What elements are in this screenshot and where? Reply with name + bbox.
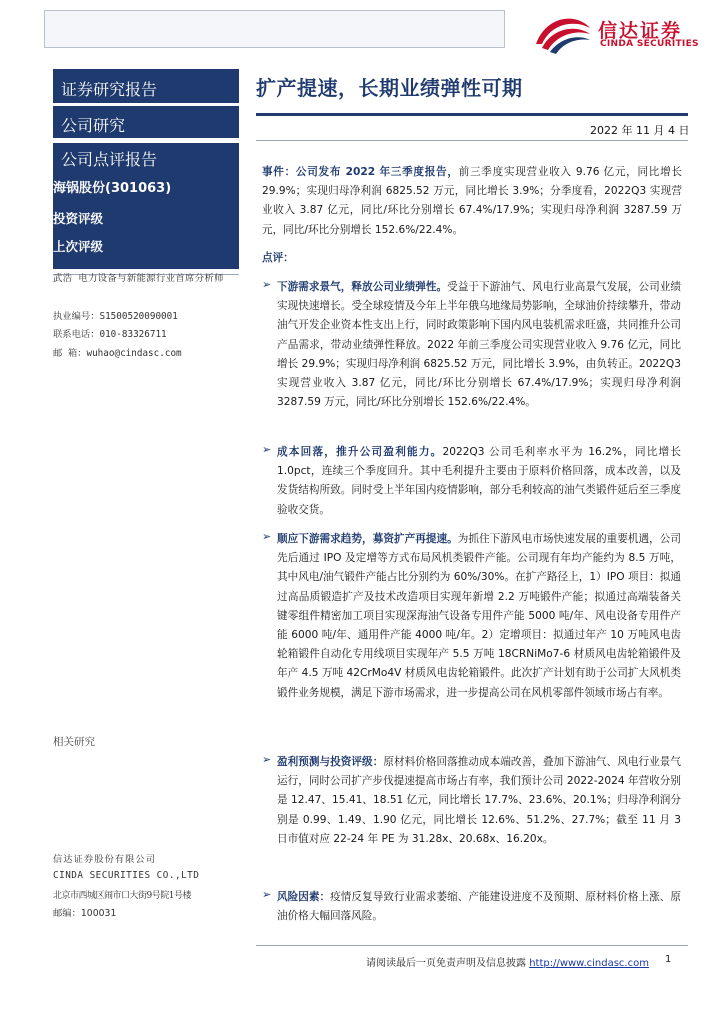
list-item [277, 530, 681, 703]
item-text: 为抓住下游风电市场快速发展的重要机遇，公司先后通过 IPO 及定增等方式布局风机类锻件产能。公司现有年均产能约为 8.5 万吨，其中风电/油气锻件产能占比分别约为 60%/30%。在扩产路径上，1）IPO 项目：拟通过高品质锻造扩产及技术改造项目实现年新增 2.2 万吨锻件产能；拟通过高端装备关键零组件精密加工项目实现深海油气设备专用件产能 5000 吨/年、风电设备专用件产能 6000 吨/年、通用件产能 4000 吨/年。2）定增项目：拟通过年产 10 万吨风电齿轮箱锻件自动化专用线项目实现年产 5.5 万吨 18CRNiMo7-6 材质风电齿轮箱锻件及年产 4.5 万吨 42CrMo4V 材质风电齿轮箱锻件。此次扩产计划有助于公司扩大风机类锻件业务规模，满足下游市场需求，进一步提高公司在风机零部件领域市场占有率。 [277, 533, 682, 699]
analyst-cert: 执业编号：S1500520090001 [53, 311, 178, 322]
company-name-cn: 信达证券股份有限公司 [53, 854, 156, 865]
bullet-arrow-icon: ➢ [262, 753, 272, 766]
footer-rule [256, 945, 688, 946]
list-item [277, 278, 681, 412]
report-type-label: 证券研究报告 [53, 69, 239, 103]
bullet-arrow-icon: ➢ [262, 888, 272, 901]
item-text: 2022Q3 公司毛利率水平为 16.2%，同比增长 1.0pct，连续三个季度回升。其中毛利提升主要由于原料价格回落，成本改善，以及发货结构所致。同时受上半年国内疫情影响，部分毛利较高的油气类锻件延后至三季度验收交货。 [277, 446, 681, 516]
company-code: 海锅股份(301063) [53, 181, 172, 196]
company-address: 北京市西城区闹市口大街9号院1号楼 [53, 891, 191, 901]
item-lead: 风险因素： [277, 891, 331, 903]
footer [366, 954, 649, 969]
company-info-panel [53, 171, 239, 269]
item-text: 受益于下游油气、风电行业高景气发展，公司业绩实现快速增长。受全球疫情及今年上半年俄乌地缘局势影响，全球油价持续攀升，带动油气开发企业资本性支出上行，同时政策影响下国内风电装机需求旺盛，共同推升公司产品需求，带动业绩弹性释放。2022 年前三季度公司实现营业收入 9.76 亿元，同比增长 29.9%；实现归母净利润 6825.52 万元，同比增长 3.9%，由负转正。2022Q3 实现营业收入 3.87 亿元，同比/环比分别增长 67.4%/17.9%；实现归母净利润 3287.59 万元，同比/环比分别增长 152.6%/22.4%。 [277, 281, 682, 409]
logo-name-en: CINDA SECURITIES [600, 39, 699, 49]
event-text: 前三季度实现营业收入 9.76 亿元，同比增长 29.9%；实现归母净利润 6825.52 万元，同比增长 3.9%；分季度看，2022Q3 实现营业收入 3.87 亿元，同比/环比分别增长 67.4%/17.9%；实现归母净利润 3287.59 万元，同比/环比分别增长 152.6%/22.4%。 [262, 166, 682, 236]
date-rule [256, 140, 688, 141]
logo-name-cn: 信达证券 [598, 20, 683, 42]
footer-disclaimer: 请阅读最后一页免责声明及信息披露 [366, 958, 526, 969]
list-item [277, 753, 681, 849]
analyst-phone: 联系电话：010-83326711 [53, 329, 167, 340]
list-item [277, 888, 681, 926]
header-banner-box [44, 10, 505, 48]
comment-label: 点评： [262, 252, 294, 264]
item-lead: 顺应下游需求趋势，募资扩产再提速。 [277, 533, 458, 545]
item-lead: 下游需求景气，释放公司业绩弹性。 [277, 281, 448, 293]
bullet-arrow-icon: ➢ [262, 443, 272, 456]
footer-link[interactable]: http://www.cindasc.com [529, 958, 649, 969]
cinda-logo-icon [532, 14, 594, 54]
page-title: 扩产提速，长期业绩弹性可期 [256, 76, 523, 100]
rating-label: 投资评级 [53, 211, 104, 226]
event-paragraph [262, 163, 682, 240]
page-number: 1 [665, 954, 672, 965]
company-zip: 邮编：100031 [53, 908, 117, 919]
bullet-arrow-icon: ➢ [262, 278, 272, 291]
title-rule [256, 113, 688, 116]
report-date: 2022 年 11 月 4 日 [590, 124, 690, 137]
comment-type-label: 公司点评报告 [53, 143, 239, 171]
item-text: 原材料价格回落推动成本端改善，叠加下游油气、风电行业景气运行，同时公司扩产步伐提速提高市场占有率，我们预计公司 2022-2024 年营收分别是 12.47、15.41、18.51 亿元，同比增长 17.7%、23.6%、20.1%；归母净利润分别是 0.99、1.49、1.90 亿元，同比增长 12.6%、51.2%、27.7%；截至 11 月 3 日市值对应 22-24 年 PE 为 31.28x、20.68x、16.20x。 [277, 756, 681, 845]
research-type-label: 公司研究 [53, 106, 239, 138]
bullet-arrow-icon: ➢ [262, 530, 272, 543]
company-name-en: CINDA SECURITIES CO.,LTD [53, 870, 200, 881]
cinda-logo [532, 14, 712, 54]
event-lead: 事件：公司发布 2022 年三季度报告， [262, 166, 459, 178]
list-item [277, 443, 681, 520]
analyst-name: 武浩 电力设备与新能源行业首席分析师 [53, 273, 224, 284]
item-text: 疫情反复导致行业需求萎缩、产能建设进度不及预期、原材料价格上涨、原油价格大幅回落风险。 [277, 891, 682, 923]
item-lead: 成本回落，推升公司盈利能力。 [277, 446, 443, 458]
related-research-heading: 相关研究 [53, 736, 95, 748]
last-rating-label: 上次评级 [53, 239, 104, 254]
item-lead: 盈利预测与投资评级： [277, 756, 384, 768]
analyst-email: 邮 箱：wuhao@cindasc.com [53, 348, 182, 359]
